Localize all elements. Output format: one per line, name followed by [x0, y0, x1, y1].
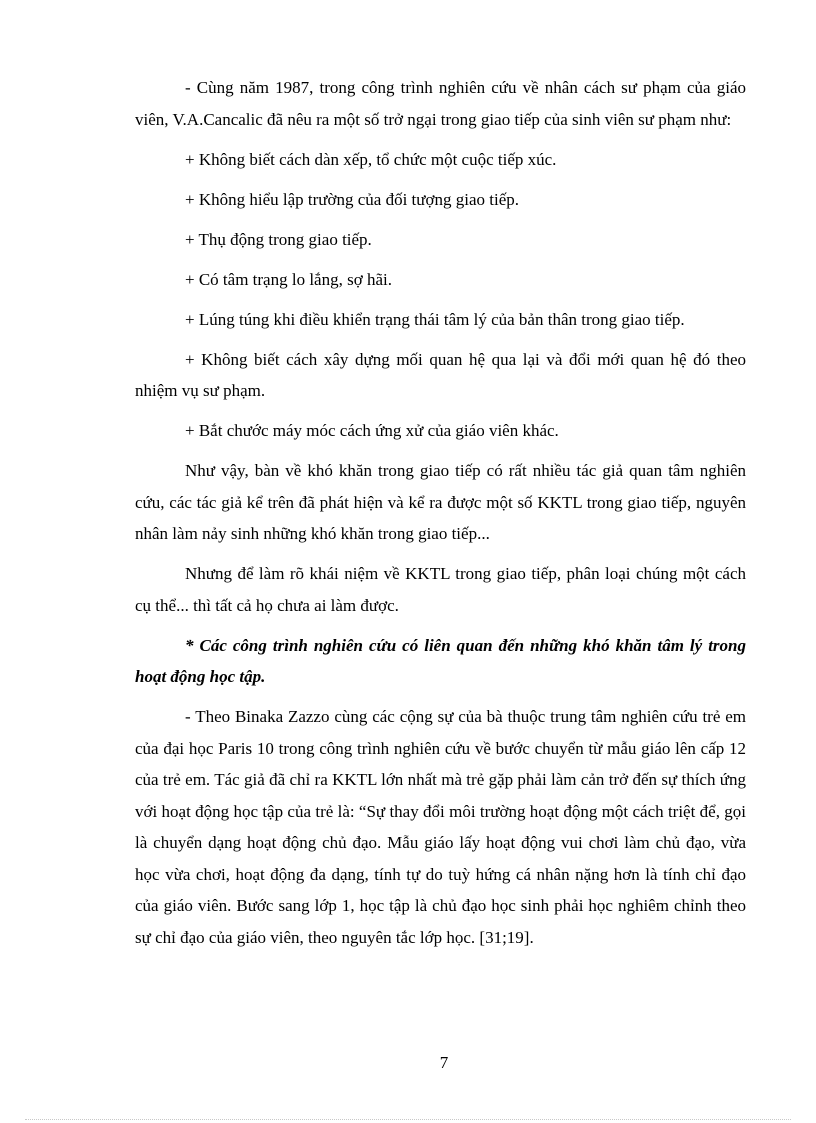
list-item-6: + Không biết cách xây dựng mối quan hệ qua lại và đổi mới quan hệ đó theo nhiệm vụ sư phạm.	[135, 349, 746, 400]
paragraph-intro: - Cùng năm 1987, trong công trình nghiên cứu về nhân cách sư phạm của giáo viên, V.A.Cancalic đã nêu ra một số trở ngại trong giao tiếp của sinh viên sư phạm như:	[135, 78, 746, 129]
section-heading: * Các công trình nghiên cứu có liên quan đến những khó khăn tâm lý trong hoạt động học tập.	[135, 635, 746, 686]
list-item-3: + Thụ động trong giao tiếp.	[185, 229, 372, 249]
list-item-7: + Bắt chước máy móc cách ứng xử của giáo viên khác.	[185, 421, 559, 440]
footer-divider	[25, 1119, 791, 1120]
list-item-2: + Không hiểu lập trường của đối tượng giao tiếp.	[185, 189, 519, 209]
paragraph-zazzo: - Theo Binaka Zazzo cùng các cộng sự của bà thuộc trung tâm nghiên cứu trẻ em của đại học Paris 10 trong công trình nghiên cứu về bước chuyển từ mẫu giáo lên cấp 12 của trẻ em. Tác giả đã chỉ ra KKTL lớn nhất mà trẻ gặp phải làm cản trở đến sự thích ứng với hoạt động học tập của trẻ là: “Sự thay đổi môi trường hoạt động một cách triệt để, gọi là chuyển dạng hoạt động chủ đạo. Mẫu giáo lấy hoạt động vui chơi làm chủ đạo, vừa học vừa chơi, hoạt động đa dạng, tính tự do tuỳ hứng cá nhân nặng hơn là tính chỉ đạo của giáo viên. Bước sang lớp 1, học tập là chủ đạo học sinh phải học nghiêm chỉnh theo sự chỉ đạo của giáo viên, theo nguyên tắc lớp học. [31;19].	[135, 707, 746, 947]
list-item-4: + Có tâm trạng lo lắng, sợ hãi.	[185, 269, 392, 289]
page-number: 7	[439, 1053, 449, 1072]
document-body	[135, 72, 746, 962]
paragraph-summary: Như vậy, bàn về khó khăn trong giao tiếp có rất nhiều tác giả quan tâm nghiên cứu, các tác giả kể trên đã phát hiện và kể ra được một số KKTL trong giao tiếp, nguyên nhân làm nảy sinh những khó khăn trong giao tiếp...	[135, 461, 746, 543]
paragraph-conclusion: Nhưng để làm rõ khái niệm về KKTL trong giao tiếp, phân loại chúng một cách cụ thể... thì tất cả họ chưa ai làm được.	[135, 564, 746, 615]
list-item-1: + Không biết cách dàn xếp, tổ chức một cuộc tiếp xúc.	[185, 149, 557, 169]
list-item-5: + Lúng túng khi điều khiển trạng thái tâm lý của bản thân trong giao tiếp.	[185, 309, 685, 329]
